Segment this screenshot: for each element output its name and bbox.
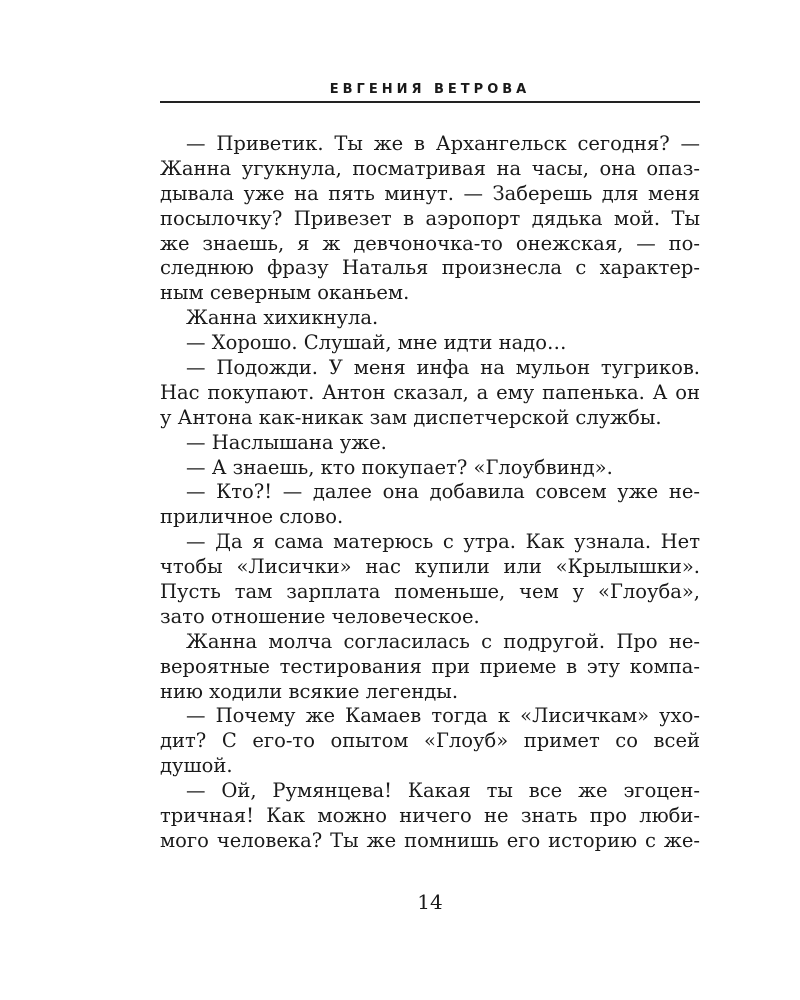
header-rule [160,101,700,103]
body-text [160,132,700,854]
text-line: зато отношение человеческое. [160,604,480,628]
text-line: — А знаешь, кто покупает? «Глоубвинд». [186,455,613,479]
text-line: Пусть там зарплата поменьше, чем у «Глоуба», [160,580,700,604]
running-head-author: ЕВГЕНИЯ ВЕТРОВА [329,82,531,97]
text-line: дывала уже на пять минут. — Заберешь для меня [160,181,700,205]
text-line: ным северным оканьем. [160,281,410,305]
text-line: — Подожди. У меня инфа на мульон тугриков. [186,356,700,380]
text-line: дит? С его-то опытом «Глоуб» примет со всей [160,729,700,753]
text-line: у Антона как-никак зам диспетчерской службы. [160,405,662,429]
text-line: нию ходили всякие легенды. [160,679,459,703]
text-line: — Ой, Румянцева! Какая ты все же эгоцен- [186,779,700,803]
text-line: Жанна хихикнула. [186,306,379,330]
text-line: чтобы «Лисички» нас купили или «Крылышки». [160,555,700,579]
text-line: душой. [160,754,233,778]
page-number: 14 [417,890,443,914]
text-line: Нас покупают. Антон сказал, а ему папенька. А он [160,380,700,404]
text-line: следнюю фразу Наталья произнесла с характер- [160,256,700,280]
text-line: — Да я сама матерюсь с утра. Как узнала. Нет [186,530,700,554]
text-line: Жанна молча согласилась с подругой. Про не- [186,629,700,653]
text-line: тричная! Как можно ничего не знать про люби- [160,804,700,828]
text-line: — Приветик. Ты же в Архангельск сегодня? — [186,132,700,155]
text-line: же знаешь, я ж девчоночка-то онежская, — по- [160,231,700,255]
text-line: приличное слово. [160,505,344,529]
text-line: мого человека? Ты же помнишь его историю с же- [160,828,700,852]
text-line: — Кто?! — далее она добавила совсем уже не- [186,480,700,504]
text-line: — Наслышана уже. [186,430,387,454]
text-line: вероятные тестирования при приеме в эту компа- [160,654,700,678]
text-line: — Почему же Камаев тогда к «Лисичкам» ухо- [186,704,700,728]
text-line: Жанна угукнула, посматривая на часы, она опаз- [160,156,700,180]
text-line: — Хорошо. Слушай, мне идти надо… [186,331,567,355]
text-line: посылочку? Привезет в аэропорт дядька мой. Ты [160,206,700,230]
